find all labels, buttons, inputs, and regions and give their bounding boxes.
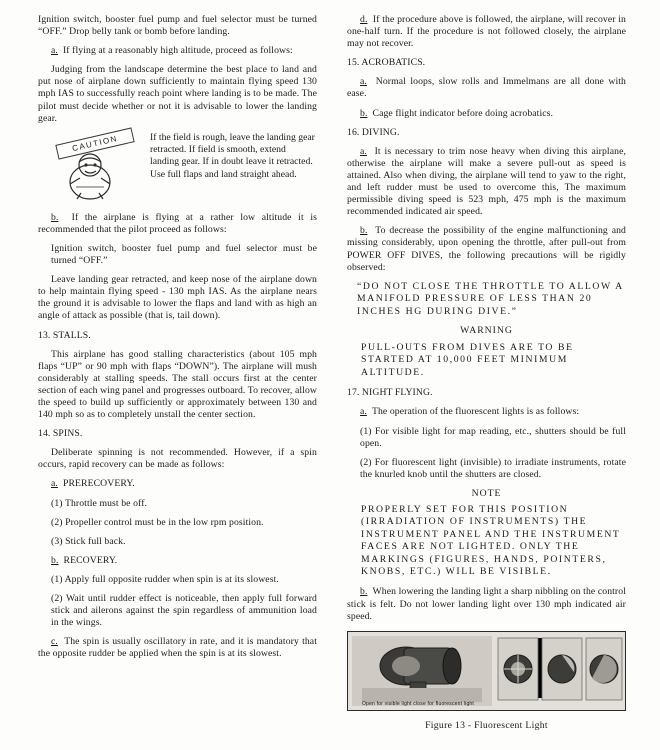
figure-sublabel: Open for visible light close for fluorescent light xyxy=(362,700,474,707)
text-b-landing-light: When lowering the landing light a sharp nibbling on the control stick is felt. Do not lower landing light over 130 mph indicated air speed. xyxy=(347,586,626,622)
warning-text-pullouts: PULL-OUTS FROM DIVES ARE TO BE STARTED AT 10,000 FEET MINIMUM ALTITUDE. xyxy=(361,341,574,378)
heading-15-acrobatics: 15. ACROBATICS. xyxy=(347,57,426,69)
paragraph-b-cage-indicator xyxy=(347,108,626,120)
paragraph-judging-landscape: Judging from the landscape determine the best place to land and put nose of airplane down sufficiently to maintain flying speed 130 mph IAS to successfully reach point where landing is to be made. The pilot must decide whether or not it is advisable to lower the landing gear. xyxy=(38,64,317,124)
text-b-cage-indicator: Cage flight indicator before doing acrobatics. xyxy=(372,107,554,119)
label-a-prerecovery: a. xyxy=(51,478,58,490)
figure-13-image xyxy=(347,631,626,711)
text-a-trim-nose-heavy: It is necessary to trim nose heavy when diving this airplane, otherwise the airplane will make a severe pull-out as speed is attained. Also when diving, the airplane will tend to yaw to the right, and left rudder must be used to overcome this, The maximum permissible diving speed is 523 mph, 475 mph is the maximum recommended indicated air speed. xyxy=(347,145,626,218)
text-a-high-altitude: If flying at a reasonably high altitude, proceed as follows: xyxy=(62,45,293,57)
paragraph-a-fluorescent-operation xyxy=(347,406,626,418)
label-b-diving: b. xyxy=(360,225,368,237)
label-b-acrobatics: b. xyxy=(360,107,368,119)
text-b-low-altitude: If the airplane is flying at a rather low altitude it is recommended that the pilot proceed as follows: xyxy=(38,211,318,235)
label-d: d. xyxy=(360,14,368,25)
paragraph-a-prerecovery xyxy=(38,478,317,490)
note-text-instrument-panel: PROPERLY SET FOR THIS POSITION (IRRADIATION OF INSTRUMENTS) THE INSTRUMENT PANEL AND THE INSTRUMENT FACES ARE NOT LIGHTED. ONLY THE MARKINGS (FIGURES, HANDS, POINTERS, KNOBS, ETC.) WILL BE VISIBLE. xyxy=(361,504,621,578)
paragraph-ignition-switch: Ignition switch, booster fuel pump and fuel selector must be turned “OFF.” Drop belly tank or bomb before landing. xyxy=(38,14,317,38)
paragraph-ignition-off: Ignition switch, booster fuel pump and fuel selector must be turned “OFF.” xyxy=(51,242,317,267)
paragraph-stall-characteristics: This airplane has good stalling characteristics (about 105 mph flaps “UP” or 90 mph with flaps “DOWN”). The airplane will mush considerably at stalling speeds. The stall occurs first at the center section of each wing panel and progresses outboard. To recover, allow the speed to build up sufficiently or approximately between 130 and 140 mph so as to completely unstall the center section. xyxy=(38,348,317,421)
quote-throttle-manifold-pressure: “DO NOT CLOSE THE THROTTLE TO ALLOW A MANIFOLD PRESSURE OF LESS THAN 20 INCHES HG DURING DIVE.” xyxy=(357,280,624,317)
paragraph-a-high-altitude xyxy=(38,45,317,57)
caution-banner-label: CAUTION xyxy=(55,127,134,159)
label-a: a. xyxy=(51,45,58,57)
right-column xyxy=(347,14,626,736)
label-c: c. xyxy=(51,636,58,648)
text-b-engine-malfunction: To decrease the possibility of the engine malfunctioning and missing considerably, upon opening the throttle, after pull-out from POWER OFF DIVES, the following precautions will be rigidly observed: xyxy=(347,225,626,273)
figure-13-caption: Figure 13 - Fluorescent Light xyxy=(425,719,548,731)
label-a-acrobatics: a. xyxy=(360,76,367,88)
label-b: b. xyxy=(51,211,59,223)
text-d-recovery-result: If the procedure above is followed, the airplane, will recover in one-half turn. If the procedure is not followed closely, the airplane may not recover. xyxy=(347,14,627,50)
caution-text: If the field is rough, leave the landing gear retracted. If field is smooth, extend landing gear. If in doubt leave it retracted. Use full flaps and land straight ahead. xyxy=(150,131,315,180)
label-a-diving: a. xyxy=(360,145,367,157)
text-a-fluorescent-operation: The operation of the fluorescent lights is as follows: xyxy=(371,406,580,418)
heading-warning: WARNING xyxy=(460,325,513,337)
paragraph-a-trim-nose-heavy xyxy=(347,146,626,219)
title-recovery: RECOVERY. xyxy=(63,554,118,566)
heading-note: NOTE xyxy=(471,487,502,499)
paragraph-b-engine-malfunction xyxy=(347,225,626,273)
heading-17-night-flying: 17. NIGHT FLYING. xyxy=(347,387,433,399)
paragraph-b-recovery xyxy=(38,555,317,567)
list-item-stick-full-back: (3) Stick full back. xyxy=(51,535,126,547)
paragraph-a-normal-loops xyxy=(347,76,626,100)
list-item-visible-light: (1) For visible light for map reading, etc., shutters should be full open. xyxy=(360,425,626,449)
list-item-forward-stick: (2) Wait until rudder effect is noticeable, then apply full forward stick and ailerons against the spin regardless of ammunition load in the wings. xyxy=(51,593,317,629)
label-b-night: b. xyxy=(360,586,368,598)
heading-16-diving: 16. DIVING. xyxy=(347,126,400,138)
caution-figure xyxy=(46,132,142,206)
paragraph-leave-gear-retracted: Leave landing gear retracted, and keep nose of the airplane down to help maintain flying speed - 130 mph IAS. As the airplane nears the ground it is advisable to lower the flaps and land with as high an angle of attack as possible (that is, tail down). xyxy=(38,274,317,322)
paragraph-b-low-altitude xyxy=(38,212,317,236)
caution-illustration-block xyxy=(38,132,317,208)
left-column xyxy=(38,14,317,736)
paragraph-deliberate-spinning: Deliberate spinning is not recommended. However, if a spin occurs, rapid recovery can be made as follows: xyxy=(38,447,317,471)
title-prerecovery: PRERECOVERY. xyxy=(62,478,135,490)
list-item-propeller-low-rpm: (2) Propeller control must be in the low rpm position. xyxy=(51,516,264,528)
heading-13-stalls: 13. STALLS. xyxy=(38,329,91,341)
fluorescent-light-photo xyxy=(348,632,625,710)
heading-14-spins: 14. SPINS. xyxy=(38,428,83,440)
paragraph-b-landing-light xyxy=(347,586,626,622)
list-item-fluorescent-light: (2) For fluorescent light (invisible) to irradiate instruments, rotate the knurled knob until the shutters are closed. xyxy=(360,456,626,480)
text-c-oscillatory: The spin is usually oscillatory in rate, and it is mandatory that the opposite rudder be applied when the spin is at its slowest. xyxy=(38,636,318,660)
list-item-throttle-off: (1) Throttle must be off. xyxy=(51,497,148,509)
two-column-layout xyxy=(38,14,626,736)
paragraph-d-recovery-result xyxy=(347,14,626,50)
label-a-night: a. xyxy=(360,406,367,418)
label-b-recovery: b. xyxy=(51,554,59,566)
list-item-opposite-rudder: (1) Apply full opposite rudder when spin is at its slowest. xyxy=(51,573,279,585)
paragraph-c-oscillatory xyxy=(38,636,317,660)
text-a-normal-loops: Normal loops, slow rolls and Immelmans are all done with ease. xyxy=(347,76,626,100)
